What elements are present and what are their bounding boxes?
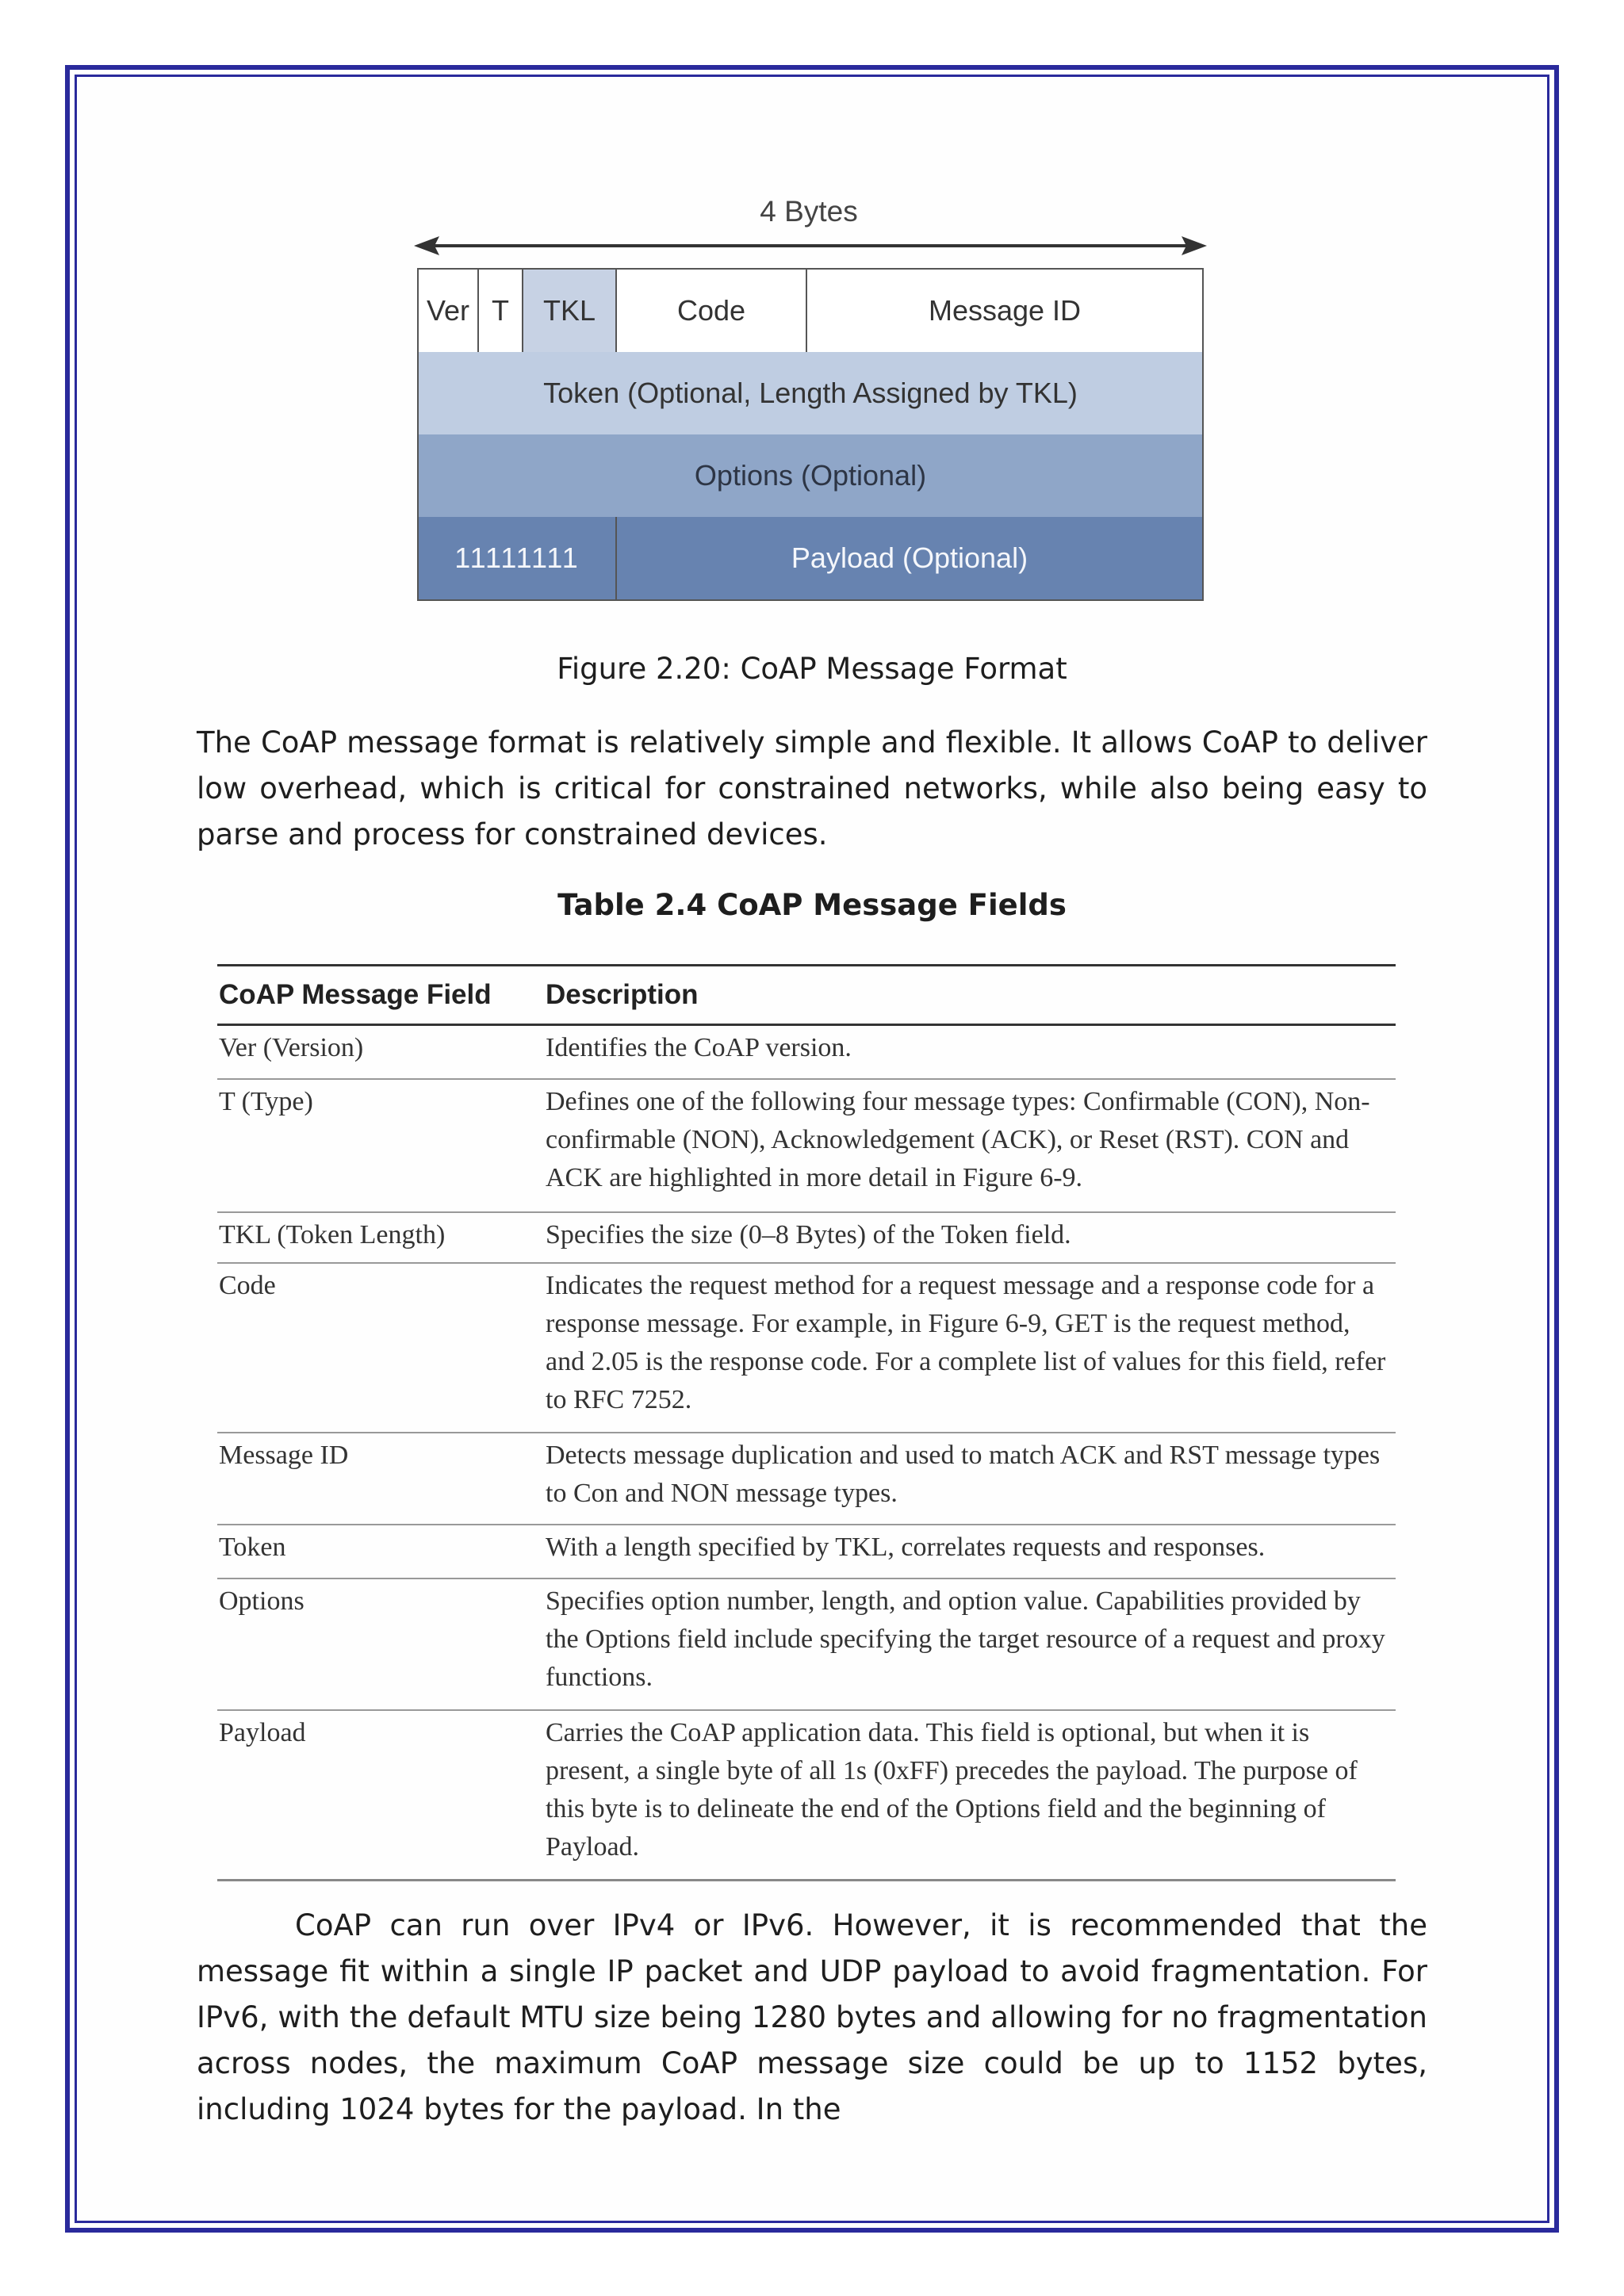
field-ver: Ver <box>419 270 479 352</box>
coap-fields-table <box>217 964 1396 1881</box>
field-code: Code <box>617 270 807 352</box>
table-header <box>217 966 1396 1026</box>
figure-caption: Figure 2.20: CoAP Message Format <box>557 652 1067 686</box>
table-row <box>217 1080 1396 1213</box>
row-field: Token <box>219 1533 286 1562</box>
table-title: Table 2.4 CoAP Message Fields <box>557 888 1067 922</box>
row-description: Indicates the request method for a request message and a response code for a response message. For example, in Figure 6-9, GET is the request method, and 2.05 is the response code. For a complete list of values for this field, refer to RFC 7252. <box>546 1271 1386 1414</box>
paragraph-intro: The CoAP message format is relatively simple and flexible. It allows CoAP to deliver low overhead, which is critical for constrained networks, while also being easy to parse and process for constrained devices. <box>197 725 1427 851</box>
coap-message-format-figure <box>417 268 1204 601</box>
field-payload: Payload (Optional) <box>791 541 1028 574</box>
payload-row <box>419 517 1202 599</box>
header-description: Description <box>546 979 699 1010</box>
table-row <box>217 1026 1396 1080</box>
row-field: Ver (Version) <box>219 1033 364 1062</box>
table-row <box>217 1264 1396 1433</box>
width-arrow-icon <box>414 230 1207 262</box>
table-row <box>217 1579 1396 1711</box>
field-tkl: TKL <box>523 270 617 352</box>
token-row <box>419 352 1202 436</box>
header-field: CoAP Message Field <box>219 979 492 1010</box>
figure-bytes-label: 4 Bytes <box>760 195 858 228</box>
row-description: Detects message duplication and used to match ACK and RST message types to Con and NON message types. <box>546 1441 1381 1508</box>
field-message-id: Message ID <box>807 270 1202 352</box>
field-token: Token (Optional, Length Assigned by TKL) <box>543 377 1078 409</box>
field-options: Options (Optional) <box>694 459 927 492</box>
row-description: Identifies the CoAP version. <box>546 1033 852 1062</box>
row-description: Specifies the size (0–8 Bytes) of the Token field. <box>546 1220 1071 1249</box>
row-description: Carries the CoAP application data. This field is optional, but when it is present, a single byte of all 1s (0xFF) precedes the payload. The purpose of this byte is to delineate the end of the Options field and the beginning of Payload. <box>546 1718 1358 1862</box>
row-field: Code <box>219 1271 276 1300</box>
row-field: T (Type) <box>219 1087 313 1116</box>
row-field: Message ID <box>219 1441 349 1470</box>
header-row <box>419 270 1202 354</box>
table-row <box>217 1433 1396 1525</box>
row-field: Payload <box>219 1718 306 1747</box>
paragraph-ip-support: CoAP can run over IPv4 or IPv6. However, it is recommended that the message fit within a single IP packet and UDP payload to avoid fragmentation. For IPv6, with the default MTU size being 1280 bytes and allowing for no fragmentation across nodes, the maximum CoAP message size could be up to 1152 bytes, including 1024 bytes for the payload. In the <box>197 1908 1427 2126</box>
row-description: With a length specified by TKL, correlates requests and responses. <box>546 1533 1266 1562</box>
row-description: Defines one of the following four message types: Confirmable (CON), Non-confirmable (NON), Acknowledgement (ACK), or Reset (RST). CON and ACK are highlighted in more detail in Figure 6-9. <box>546 1087 1370 1192</box>
row-description: Specifies option number, length, and option value. Capabilities provided by the Options field include specifying the target resource of a request and proxy functions. <box>546 1586 1385 1692</box>
options-row <box>419 434 1202 519</box>
row-field: TKL (Token Length) <box>219 1220 446 1249</box>
table-row <box>217 1213 1396 1264</box>
row-field: Options <box>219 1586 304 1616</box>
field-t: T <box>479 270 523 352</box>
table-row <box>217 1711 1396 1879</box>
table-row <box>217 1525 1396 1579</box>
field-payload-marker: 11111111 <box>419 517 617 599</box>
